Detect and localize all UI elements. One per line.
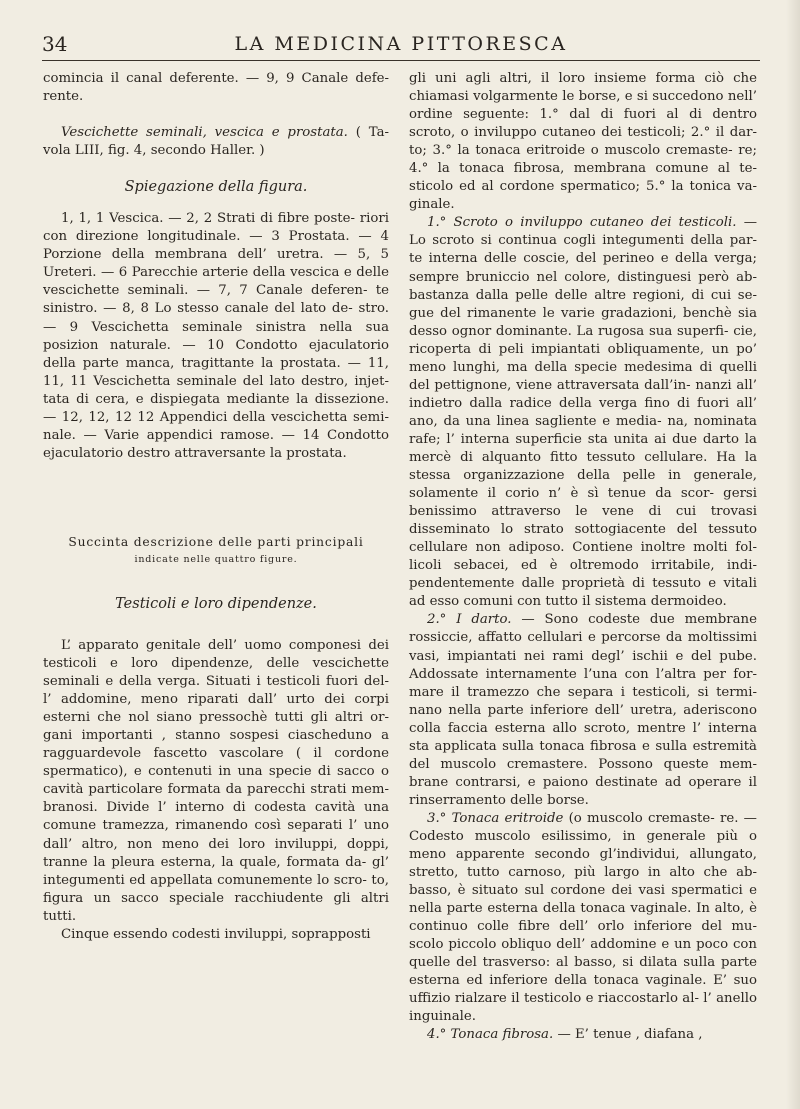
section-title-line	[43, 124, 389, 160]
running-title: LA MEDICINA PITTORESCA	[234, 33, 568, 55]
section-heading-smallcaps-2: indicate nelle quattro figure.	[134, 553, 298, 565]
paragraph	[409, 1026, 757, 1044]
paragraph-title: 4.° Tonaca fibrosa.	[427, 1027, 554, 1043]
figure-explanation-heading: Spiegazione della figura.	[124, 179, 308, 196]
paragraph-body: — E’ tenue , diafana ,	[553, 1027, 703, 1043]
page-edge-shadow	[786, 0, 800, 1109]
paragraph	[409, 611, 757, 810]
section-title-note: ( Ta- vola LIII, fig. 4, secondo Haller. )	[43, 125, 389, 159]
page-header	[42, 30, 760, 61]
paragraph: Cinque essendo codesti inviluppi, soprapposti	[61, 926, 371, 942]
paragraph: gli uni agli altri, il loro insieme forma ciò che chiamasi volgarmente le borse, e si succedono nell’ ordine seguente: 1.° dal di fuori al di dentro scroto, o inviluppo cutaneo dei testicoli; 2.° il dar- to; 3.° la tonaca eritroide o muscolo cremaste- re; 4.° la tonaca fibrosa, membrana comune al te- sticolo ed al cordone spermatico; 5.° la tonica va- ginale.	[409, 71, 757, 213]
page-number: 34	[42, 32, 68, 56]
paragraph-title: 3.° Tonaca eritroide	[427, 810, 564, 826]
paragraph-title: 1.° Scroto o inviluppo cutaneo dei testicoli.	[427, 215, 737, 231]
paragraph-title: 2.° I darto.	[427, 612, 512, 628]
paragraph	[409, 810, 757, 1027]
left-column	[43, 70, 389, 944]
section-title: Vescichette seminali, vescica e prostata.	[61, 125, 348, 141]
right-column	[409, 70, 757, 1045]
paragraph: L’ apparato genitale dell’ uomo componesi dei testicoli e loro dipendenze, delle vescichette seminali e della verga. Situati i testicoli fuori del- l’ addomine, meno riparati dall’ urto dei corpi esterni che nol siano pressochè tutti gli altri or- gani importanti , stanno sospesi ciascheduno a ragguardevole fascetto vascolare ( il cordone spermatico), e contenuti in una specie di sacco o cavità particolare formata da parecchi strati mem- branosi. Divide l’ interno di codesta cavità una comune tramezza, rimanendo così separati l’ uno dall’ altro, non meno dei loro inviluppi, doppi, tranne la pleura esterna, la quale, formata da- gl’ integumenti ed appellata comunemente lo scro- to, figura un sacco speciale racchiudente gli altri tutti.	[43, 637, 389, 924]
figure-legend-paragraph: 1, 1, 1 Vescica. — 2, 2 Strati di fibre poste- riori con direzione longitudinale. — 3 Prostata. — 4 Porzione della membrana dell’ uretra. — 5, 5 Ureteri. — 6 Parecchie arterie della vescica e delle vescichette seminali. — 7, 7 Canale deferen- te sinistro. — 8, 8 Lo stesso canale del lato de- stro. — 9 Vescichetta seminale sinistra nella sua posizion naturale. — 10 Condotto ejaculatorio della parte manca, tragittante la prostata. — 11, 11, 11 Vescichetta seminale del lato destro, injet- tata di cera, e dispiegata mediante la dissezione. — 12, 12, 12 12 Appendici della vescichetta semi- nale. — Varie appendici ramose. — 14 Condotto ejaculatorio destro attraversante la prostata.	[43, 211, 389, 461]
paragraph: comincia il canal deferente. — 9, 9 Canale defe- rente.	[43, 71, 389, 105]
paragraph	[409, 214, 757, 611]
paragraph-body: — Lo scroto si continua cogli integumenti della par- te interna delle coscie, del perineo e della verga; sempre bruniccio nel colore, distinguesi però ab- bastanza dalla pelle delle altre regioni, di cui se- gue del rimanente le varie gradazioni, benchè sia desso ognor dominante. La rugosa sua superfi- cie, ricoperta di peli impiantati obliquamente, un po’ meno lunghi, ma della specie medesima di quelli del pettignone, viene attraversata dall’in- nanzi all’ indietro dalla radice della verga fino di fuori all’ ano, da una linea sagliente e media- na, nominata rafe; l’ interna superficie sta unita ai due darto la mercè di alquanto fitto tessuto cellulare. Ha la stessa organizzazione della pelle in generale, solamente il corio n’ è sì tenue da scor- gersi benissimo attraverso le vene di cui trovasi disseminato lo strato sottogiacente del tessuto cellulare non adiposo. Contiene inoltre molti fol- licoli sebacei, ed è oltremodo irritabile, indi- pendentemente dalle proprietà di tessuto e vitali ad esso comuni con tutto il sistema dermoideo.	[409, 215, 757, 610]
section-heading-smallcaps-1: Succinta descrizione delle parti principali	[68, 534, 364, 549]
subsection-heading: Testicoli e loro dipendenze.	[115, 595, 317, 612]
paragraph-body: — Sono codeste due membrane rossiccie, affatto cellulari e percorse da moltissimi vasi, impiantati nei rami degl’ ischii e del pube. Addossate internamente l’una con l’altra per for- mare il tramezzo che separa i testicoli, si termi- nano nella parte inferiore dell’ uretra, aderiscono colla faccia esterna allo scroto, mentre l’ interna sta applicata sulla tonaca fibrosa e sulla estremità del muscolo cremastere. Possono queste mem- brane contrarsi, e paiono destinate ad operare il rinserramento delle borse.	[409, 612, 757, 808]
paragraph-body: (o muscolo cremaste- re. — Codesto muscolo esilissimo, in generale più o meno apparente secondo gl’individui, allungato, stretto, tutto carnoso, più largo in alto che ab- basso, è situato sul cordone dei vasi spermatici e nella parte esterna della tonaca vaginale. In alto, è continuo colle fibre dell’ orlo inferiore del mu- scolo piccolo obliquo dell’ addomine e un poco con quelle del trasverso: al basso, si dilata sulla parte esterna ed inferiore della tonaca vaginale. E’ suo uffizio rialzare il testicolo e riaccostarlo al- l’ anello inguinale.	[409, 810, 757, 1025]
